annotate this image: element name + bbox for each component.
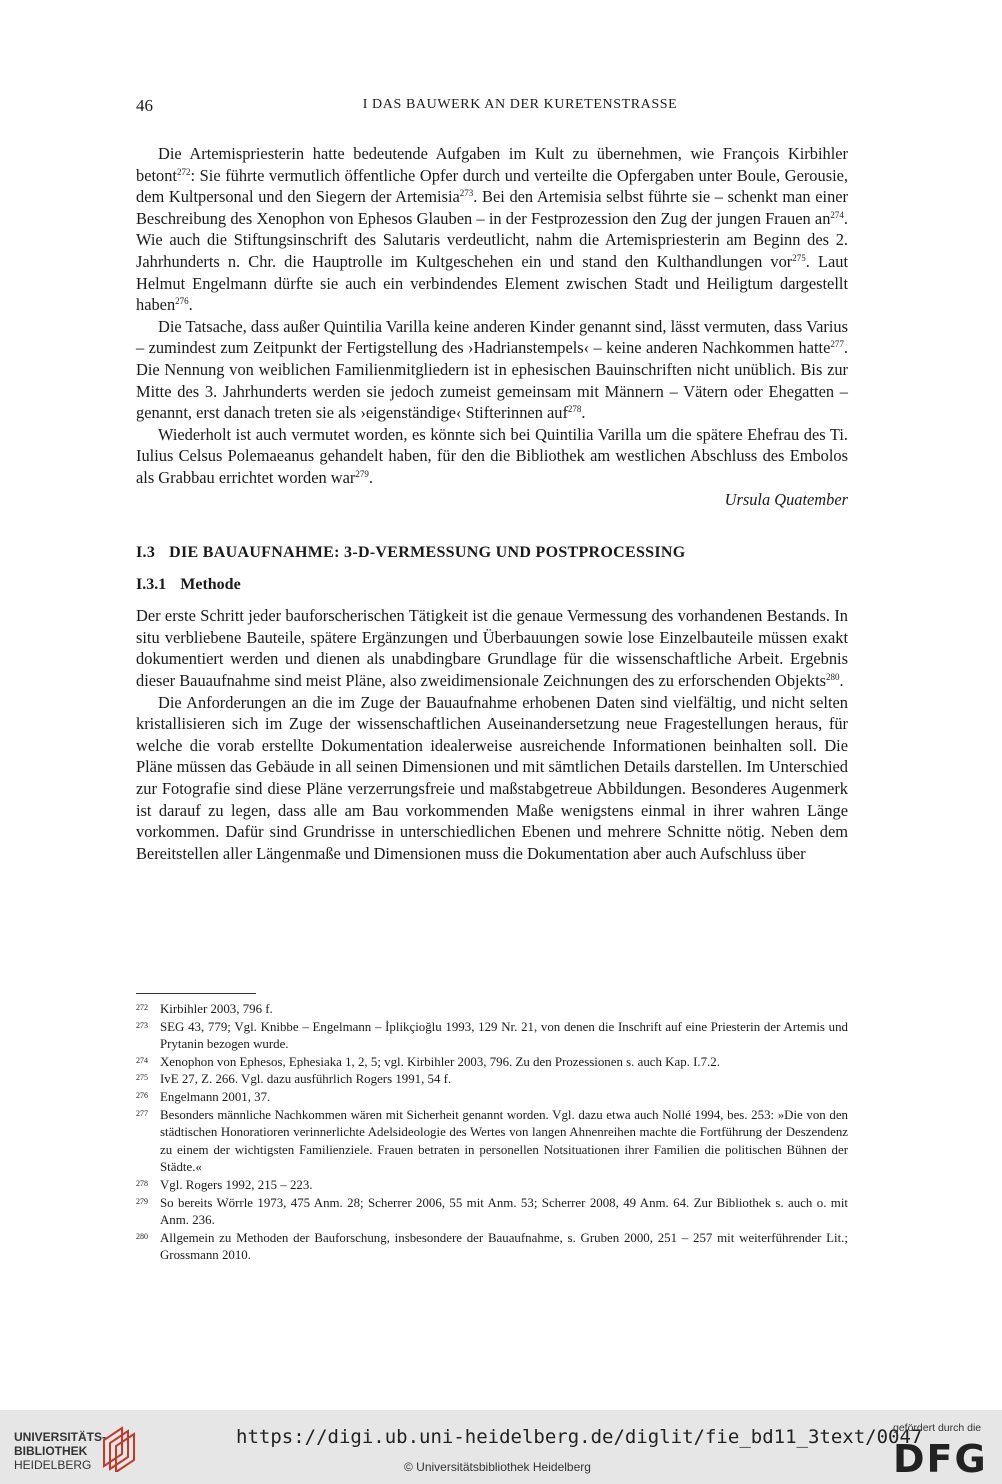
library-logo-icon	[100, 1422, 140, 1472]
footnote-number: 279	[136, 1196, 148, 1206]
section-title: DIE BAUAUFNAHME: 3-D-VERMESSUNG UND POSTPROCESSING	[169, 544, 686, 562]
library-name-line1: UNIVERSITÄTS-	[14, 1430, 107, 1444]
page-number: 46	[136, 96, 153, 115]
footnote-text: Besonders männliche Nachkommen wären mit Sicherheit genannt worden. Vgl. dazu etwa auch Nollé 1994, bes. 253: »Die von den städtischen Honoratioren verinnerlichte Adelsideologie des Wertes von langen Ahnenreihen machte die Fortführung der Deszendenz zu einem der wichtigsten Familienziele. Frauen betraten in personellen Notsituationen ihrer Familien die politischen Bühnen der Städte.«	[160, 1107, 848, 1175]
running-head: I DAS BAUWERK AN DER KURETENSTRASSE	[362, 97, 678, 112]
text-run: Die Tatsache, dass außer Quintilia Varilla keine anderen Kinder genannt sind, lässt vermuten, dass Varius – zumindest zum Zeitpunkt der Fertigstellung des ›Hadrianstempels‹ – keine anderen Nachkommen hatte	[136, 316, 848, 358]
text-run: Wiederholt ist auch vermutet worden, es könnte sich bei Quintilia Varilla um die spätere Ehefrau des Ti. Iulius Celsus Polemaeanus gehandelt haben, für den die Bibliothek am westlichen Abschluss des Embolos als Grabbau errichtet worden war	[136, 424, 848, 487]
footnote-ref[interactable]: 274	[830, 209, 844, 220]
text-run: . Wie auch die Stiftungsinschrift des Salutaris verdeutlicht, nahm die Artemispriesterin am Beginn des 2. Jahrhunderts n. Chr. die Hauptrolle im Kultgeschehen ein und stand den Kulthandlungen vor	[136, 208, 848, 271]
text-run: .	[368, 467, 373, 487]
footnote-ref[interactable]: 277	[830, 339, 844, 350]
text-run: .	[839, 671, 844, 691]
permalink-url[interactable]: https://digi.ub.uni-heidelberg.de/diglit/fie_bd11_3text/0047	[236, 1426, 923, 1448]
footnote-text: Xenophon von Ephesos, Ephesiaka 1, 2, 5; vgl. Kirbihler 2003, 796. Zu den Prozessionen s. auch Kap. I.7.2.	[160, 1054, 720, 1069]
text-run: . Laut Helmut Engelmann dürfte sie auch ein verbindendes Element zwischen Stadt und Heiligtum dargestellt haben	[136, 251, 849, 315]
text-run: . Die Nennung von weiblichen Familienmitgliedern ist in ephesischen Bauinschriften nicht unüblich. Bis zur Mitte des 3. Jahrhunderts werden sie jedoch zumeist gemeinsam mit Männern – Vätern oder Ehegatten – genannt, erst danach treten sie als ›eigenständige‹ Stifterinnen auf	[136, 338, 848, 423]
footnote-ref[interactable]: 276	[175, 296, 189, 307]
text-run: : Sie führte vermutlich öffentliche Opfer durch und verteilte die Opfergaben unter Boule, Gerousie, dem Kultpersonal und den Siegern der Artemisia	[136, 165, 848, 207]
copyright-notice: © Universitätsbibliothek Heidelberg	[404, 1460, 591, 1474]
footnote-divider	[136, 993, 256, 994]
dfg-logo[interactable]: DFG	[893, 1437, 988, 1481]
footnote-ref[interactable]: 280	[826, 672, 840, 683]
footnote	[136, 1107, 848, 1177]
footnote-number: 274	[136, 1055, 148, 1065]
paragraph	[136, 605, 848, 691]
library-logo[interactable]	[14, 1430, 106, 1472]
footnote-text: IvE 27, Z. 266. Vgl. dazu ausführlich Rogers 1991, 54 f.	[160, 1072, 452, 1087]
footnote	[136, 1195, 848, 1230]
footnote-text: Engelmann 2001, 37.	[160, 1089, 271, 1104]
paragraph: Die Anforderungen an die im Zuge der Bauaufnahme erhobenen Daten sind vielfältig, und nicht selten kristallisieren sich im Zuge der wissenschaftlichen Auseinandersetzung neue Fragestellungen heraus, für welche die vorab erstellte Dokumentation idealerweise ausreichende Informationen beinhalten soll. Die Pläne müssen das Gebäude in all seinen Dimensionen und mit sämtlichen Details darstellen. Im Unterschied zur Fotografie sind diese Pläne verzerrungsfreie und maßstabgetreue Abbildungen. Besonderes Augenmerk ist darauf zu legen, dass alle am Bau vorkommenden Maße wenigstens einmal in ihrer wahren Länge vorkommen. Dafür sind Grundrisse in unterschiedlichen Ebenen und mehrere Schnitte nötig. Neben dem Bereitstellen aller Längenmaße und Dimensionen muss die Dokumentation aber auch Aufschluss über	[136, 692, 848, 863]
footnote-number: 277	[136, 1108, 148, 1118]
section-heading	[136, 542, 848, 564]
text-run: .	[581, 403, 586, 423]
subsection-title: Methode	[180, 575, 241, 593]
library-name-line3: HEIDELBERG	[14, 1458, 92, 1472]
footnote	[136, 1089, 848, 1107]
footnote-text: Kirbihler 2003, 796 f.	[160, 1002, 273, 1016]
section-number: I.3	[136, 544, 156, 562]
footnote-number: 273	[136, 1020, 148, 1030]
text-run: .	[188, 295, 193, 315]
footnote-text: SEG 43, 779; Vgl. Knibbe – Engelmann – İplikçioğlu 1993, 129 Nr. 21, von denen die Inschrift auf eine Priesterin der Artemis und Prytanin bezogen wurde.	[160, 1019, 848, 1052]
footnote-ref[interactable]: 273	[459, 188, 474, 199]
footnote	[136, 1001, 848, 1019]
page-header	[136, 96, 848, 120]
footnote-text: Allgemein zu Methoden der Bauforschung, insbesondere der Bauaufnahme, s. Gruben 2000, 251 – 257 mit weiterführender Lit.; Grossmann 2010.	[160, 1230, 848, 1263]
text-run: . Bei den Artemisia selbst führte sie – schenkt man einer Beschreibung des Xenophon von Ephesos Glauben – in der Festprozession den Zug der jungen Frauen an	[136, 187, 849, 228]
author-signature: Ursula Quatember	[724, 489, 848, 509]
footnote-text: So bereits Wörrle 1973, 475 Anm. 28; Scherrer 2006, 55 mit Anm. 53; Scherrer 2008, 49 Anm. 64. Zur Bibliothek s. auch o. mit Anm. 236.	[160, 1195, 848, 1228]
footnote	[136, 1230, 848, 1265]
text-run: Der erste Schritt jeder bauforscherischen Tätigkeit ist die genaue Vermessung des vorhandenen Bestands. In situ verbliebene Bauteile, spätere Ergänzungen und Überbauungen sowie lose Einzelbauteile müssen exakt dokumentiert werden und dienen als unabdingbare Grundlage für die wissenschaftliche Arbeit. Ergebnis dieser Bauaufnahme sind meist Pläne, also zweidimensionale Zeichnungen des zu erforschenden Objekts	[136, 606, 848, 691]
paragraph	[136, 316, 848, 424]
paragraph	[136, 143, 848, 316]
paragraph	[136, 424, 848, 489]
funding-label: gefördert durch die	[893, 1422, 982, 1434]
footnote-text: Vgl. Rogers 1992, 215 – 223.	[160, 1177, 313, 1192]
main-text	[136, 143, 848, 864]
subsection-number: I.3.1	[136, 575, 167, 593]
footnote	[136, 1177, 848, 1195]
library-name-line2: BIBLIOTHEK	[14, 1444, 88, 1458]
footnote-ref[interactable]: 275	[792, 252, 806, 263]
footer-bar	[0, 1410, 1002, 1484]
footnote	[136, 1019, 848, 1054]
footnotes	[136, 1001, 848, 1265]
footnote-number: 275	[136, 1073, 148, 1083]
footnote-number: 276	[136, 1090, 148, 1100]
footnote-number: 272	[136, 1003, 148, 1012]
footnote-ref[interactable]: 278	[567, 404, 582, 415]
footnote	[136, 1054, 848, 1072]
footnote-number: 280	[136, 1231, 148, 1241]
subsection-heading	[136, 574, 848, 596]
footnote-number: 278	[136, 1178, 148, 1188]
footnote	[136, 1071, 848, 1089]
footnote-ref[interactable]: 272	[176, 166, 191, 177]
footnote-ref[interactable]: 279	[355, 468, 369, 479]
text-run: Die Artemispriesterin hatte bedeutende Aufgaben im Kult zu übernehmen, wie François Kirbihler betont	[136, 144, 848, 185]
